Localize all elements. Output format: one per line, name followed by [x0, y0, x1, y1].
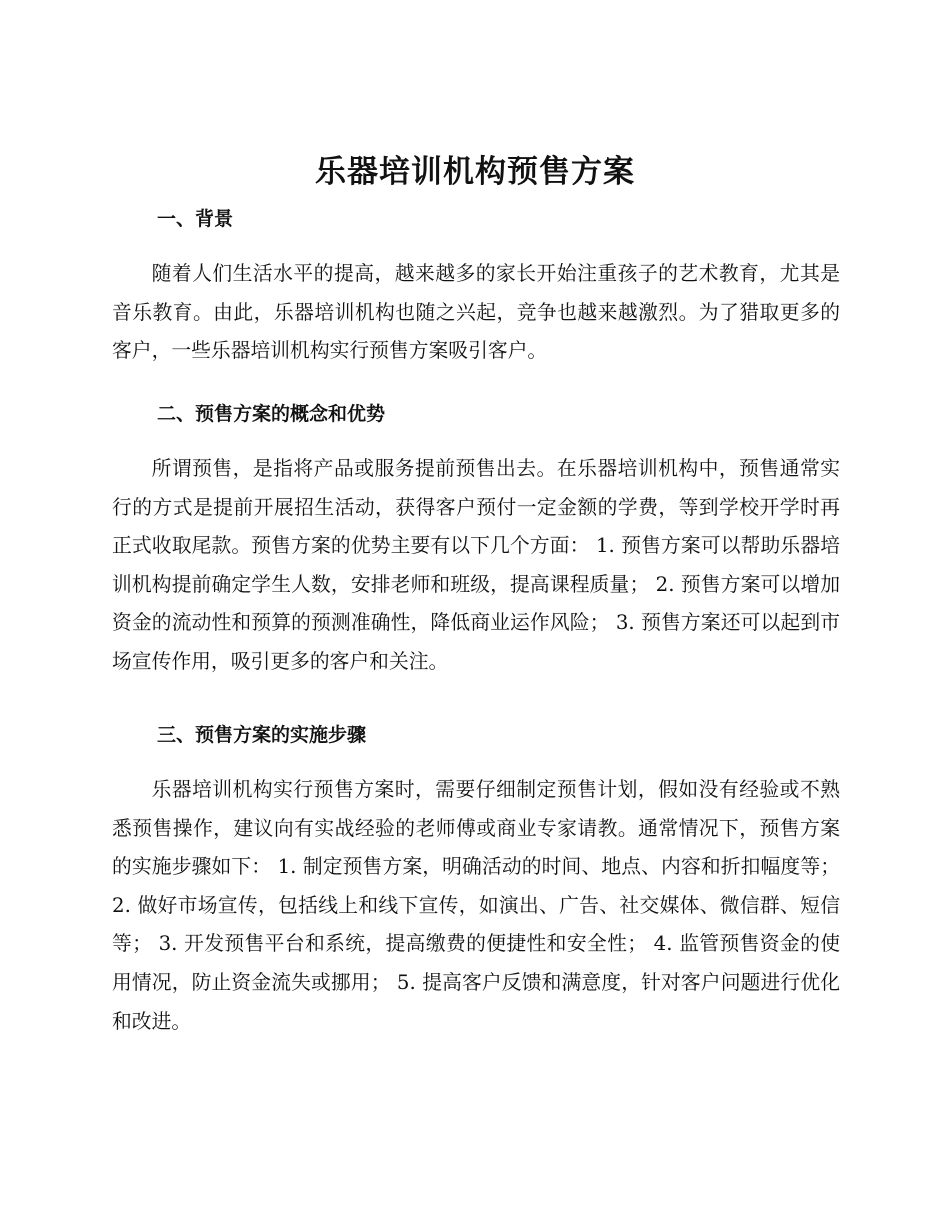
section-heading-background: 一、背景	[157, 208, 234, 230]
section-paragraph-concept: 所谓预售，是指将产品或服务提前预售出去。在乐器培训机构中，预售通常实行的方式是提前开展招生活动，获得客户预付一定金额的学费，等到学校开学时再正式收取尾款。预售方案的优势主要有以下几个方面： 1. 预售方案可以帮助乐器培训机构提前确定学生人数，安排老师和班级，提高课程质量； 2. 预售方案可以增加资金的流动性和预算的预测准确性，降低商业运作风险； 3. 预售方案还可以起到市场宣传作用，吸引更多的客户和关注。	[112, 457, 840, 673]
section-paragraph-steps: 乐器培训机构实行预售方案时，需要仔细制定预售计划，假如没有经验或不熟悉预售操作，建议向有实战经验的老师傅或商业专家请教。通常情况下，预售方案的实施步骤如下： 1. 制定预售方案，明确活动的时间、地点、内容和折扣幅度等； 2. 做好市场宣传，包括线上和线下宣传，如演出、广告、社交媒体、微信群、短信等； 3. 开发预售平台和系统，提高缴费的便捷性和安全性； 4. 监管预售资金的使用情况，防止资金流失或挪用； 5. 提高客户反馈和满意度，针对客户问题进行优化和改进。	[112, 778, 840, 1033]
section-heading-steps: 三、预售方案的实施步骤	[157, 724, 367, 746]
document-title: 乐器培训机构预售方案	[315, 154, 635, 190]
section-heading-concept: 二、预售方案的概念和优势	[157, 403, 386, 425]
section-paragraph-background: 随着人们生活水平的提高，越来越多的家长开始注重孩子的艺术教育，尤其是音乐教育。由此，乐器培训机构也随之兴起，竞争也越来越激烈。为了猎取更多的客户，一些乐器培训机构实行预售方案吸引客户。	[112, 262, 840, 363]
